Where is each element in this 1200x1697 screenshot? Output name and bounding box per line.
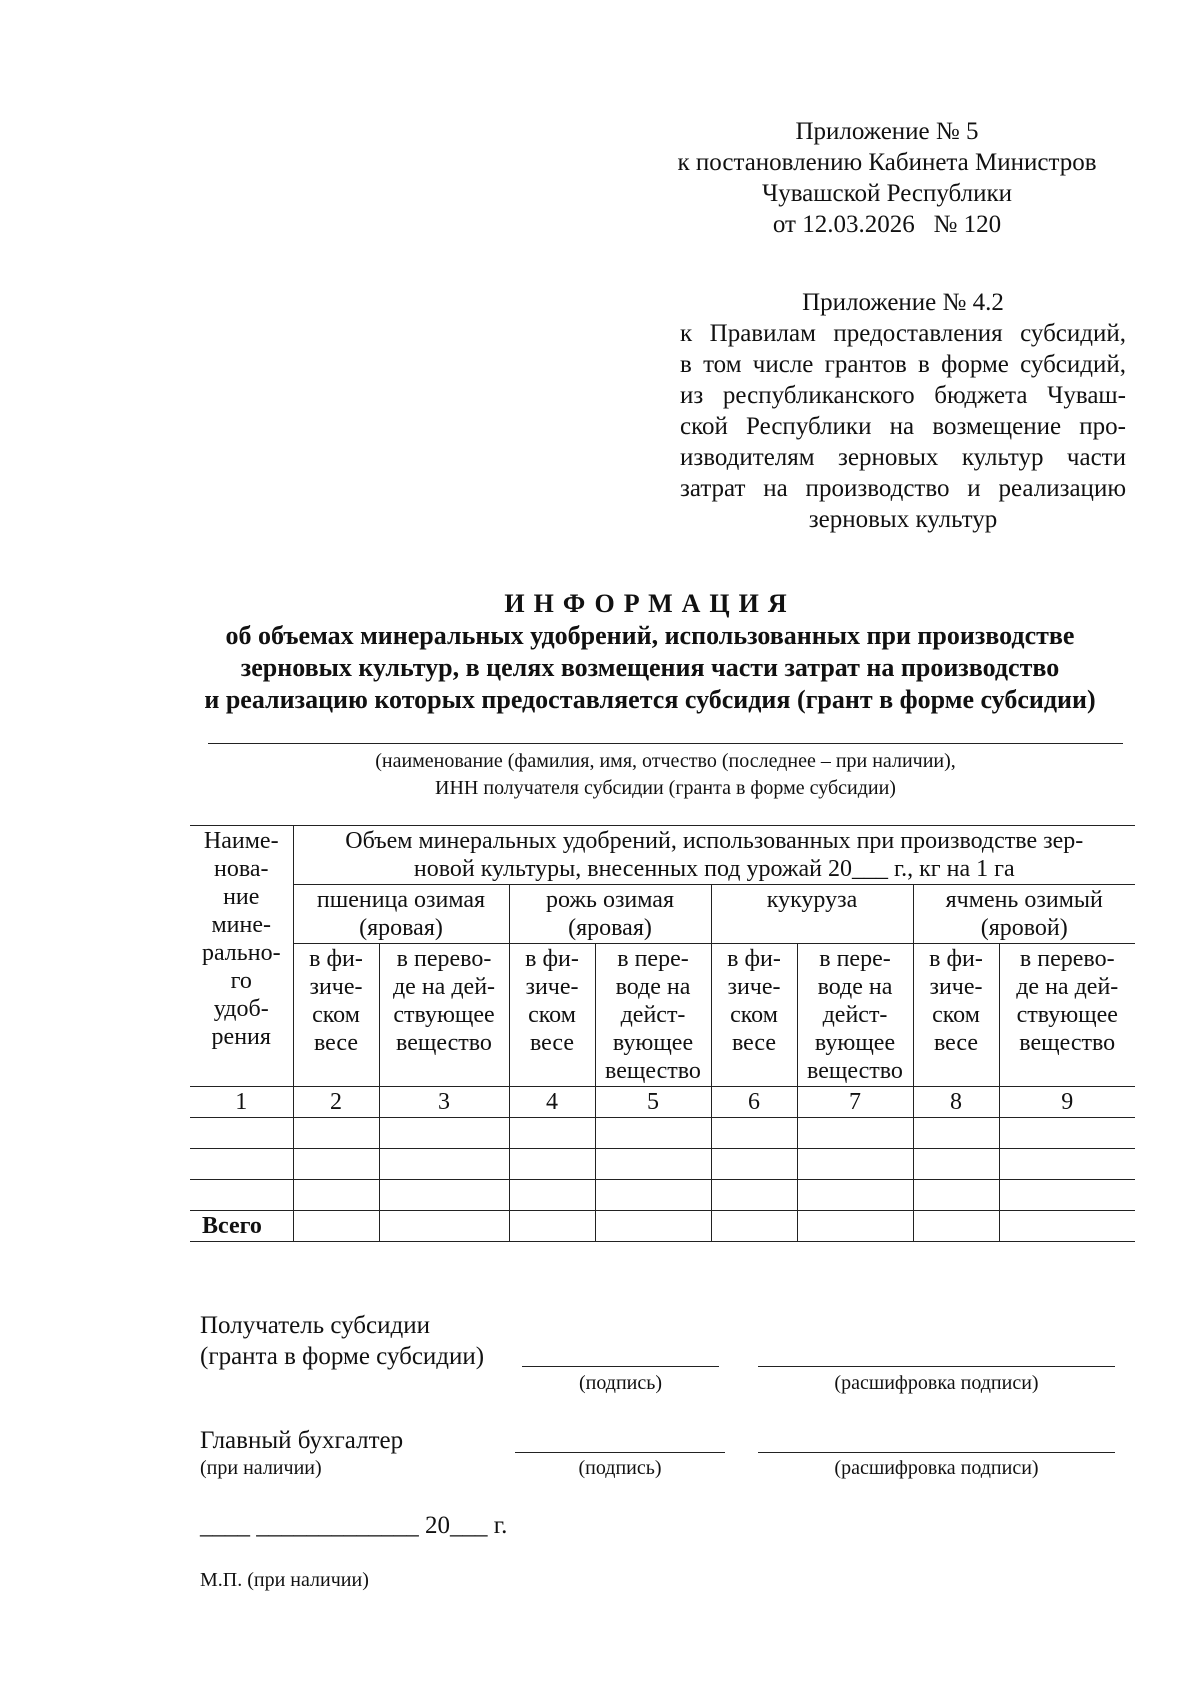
table-cell[interactable] <box>509 1180 595 1211</box>
recipient-label: Получатель субсидии (гранта в форме субсидии) <box>200 1312 485 1370</box>
table-cell[interactable] <box>379 1180 509 1211</box>
sub-header-active: в перево- де на дей- ствующее вещество <box>999 944 1135 1087</box>
signature-caption: (подпись) <box>578 1457 662 1479</box>
sub-header-physical: в фи- зиче- ском весе <box>293 944 379 1087</box>
recipient-signature-field[interactable] <box>522 1366 719 1367</box>
table-cell[interactable] <box>190 1180 293 1211</box>
accountant-decoding-field[interactable] <box>758 1452 1115 1453</box>
recipient-caption <box>208 748 1123 802</box>
table-cell[interactable] <box>293 1211 379 1242</box>
column-number-row <box>190 1087 1135 1118</box>
recipient-decoding-field[interactable] <box>758 1366 1115 1367</box>
sub-header-active: в перево- де на дей- ствующее вещество <box>379 944 509 1087</box>
appendix-4-2-line: из республиканского бюджета Чуваш- <box>680 382 1126 409</box>
table-cell[interactable] <box>293 1118 379 1149</box>
title-main: ИНФОРМАЦИЯ <box>504 589 796 618</box>
appendix-5-line: от 12.03.2026 № 120 <box>772 211 1002 238</box>
table-cell[interactable] <box>797 1211 913 1242</box>
column-number: 1 <box>190 1087 293 1118</box>
table-cell[interactable] <box>595 1149 711 1180</box>
table-cell[interactable] <box>379 1149 509 1180</box>
table-cell[interactable] <box>797 1118 913 1149</box>
crop-header-rye: рожь озимая (яровая) <box>509 885 711 944</box>
appendix-4-2-line: Приложение № 4.2 <box>802 289 1004 316</box>
appendix-4-2-line: изводителям зерновых культур части <box>680 444 1126 471</box>
appendix-4-2-header <box>680 287 1126 535</box>
table-cell[interactable] <box>509 1149 595 1180</box>
table-cell[interactable] <box>999 1211 1135 1242</box>
accountant-label: Главный бухгалтер <box>200 1427 404 1454</box>
column-number: 2 <box>293 1087 379 1118</box>
table-cell[interactable] <box>379 1118 509 1149</box>
appendix-5-header <box>652 116 1122 240</box>
crop-header-barley: ячмень озимый (яровой) <box>913 885 1135 944</box>
volume-header: Объем минеральных удобрений, использованных при производстве зер- новой культуры, внесенных под урожай 20___ г., кг на 1 га <box>293 826 1135 885</box>
total-label: Всего <box>190 1211 293 1242</box>
appendix-4-2-line: зерновых культур <box>808 506 998 533</box>
appendix-5-line: Приложение № 5 <box>795 118 979 145</box>
table-cell[interactable] <box>999 1180 1135 1211</box>
title-line: зерновых культур, в целях возмещения части затрат на производство <box>240 653 1060 682</box>
recipient-caption-line: (наименование (фамилия, имя, отчество (последнее – при наличии), <box>375 750 956 772</box>
table-row[interactable] <box>190 1149 1135 1180</box>
column-number: 7 <box>797 1087 913 1118</box>
appendix-4-2-line: ской Республики на возмещение про- <box>680 413 1126 440</box>
recipient-name-field[interactable] <box>208 743 1123 744</box>
crop-header-corn: кукуруза <box>711 885 913 944</box>
sub-header-active: в пере- воде на дейст- вующее вещество <box>595 944 711 1087</box>
sub-header-active: в пере- воде на дейст- вующее вещество <box>797 944 913 1087</box>
table-cell[interactable] <box>913 1149 999 1180</box>
signature-caption: (подпись) <box>578 1372 663 1394</box>
total-row <box>190 1211 1135 1242</box>
table-cell[interactable] <box>999 1118 1135 1149</box>
table-cell[interactable] <box>595 1211 711 1242</box>
decoding-caption: (расшифровка подписи) <box>834 1372 1039 1394</box>
table-cell[interactable] <box>190 1118 293 1149</box>
table-row[interactable] <box>190 1180 1135 1211</box>
table-cell[interactable] <box>711 1211 797 1242</box>
sub-header-physical: в фи- зиче- ском весе <box>509 944 595 1087</box>
appendix-4-2-line: в том числе грантов в форме субсидий, <box>680 351 1126 378</box>
fertilizer-table <box>190 825 1135 1242</box>
table-cell[interactable] <box>797 1149 913 1180</box>
table-cell[interactable] <box>797 1180 913 1211</box>
table-cell[interactable] <box>913 1118 999 1149</box>
table-cell[interactable] <box>711 1118 797 1149</box>
recipient-caption-line: ИНН получателя субсидии (гранта в форме субсидии) <box>435 777 896 799</box>
column-number: 8 <box>913 1087 999 1118</box>
document-title <box>170 588 1130 716</box>
appendix-5-line: к постановлению Кабинета Министров <box>677 149 1097 176</box>
table-cell[interactable] <box>379 1211 509 1242</box>
appendix-5-line: Чувашской Республики <box>761 180 1013 207</box>
table-cell[interactable] <box>293 1180 379 1211</box>
table-cell[interactable] <box>711 1149 797 1180</box>
table-cell[interactable] <box>509 1118 595 1149</box>
table-cell[interactable] <box>711 1180 797 1211</box>
column-number: 5 <box>595 1087 711 1118</box>
table-cell[interactable] <box>509 1211 595 1242</box>
stamp-note: М.П. (при наличии) <box>200 1569 369 1591</box>
column-number: 3 <box>379 1087 509 1118</box>
table-cell[interactable] <box>999 1149 1135 1180</box>
table-cell[interactable] <box>595 1118 711 1149</box>
column-number: 4 <box>509 1087 595 1118</box>
accountant-signature-field[interactable] <box>515 1452 725 1453</box>
table-cell[interactable] <box>913 1180 999 1211</box>
table-row[interactable] <box>190 1118 1135 1149</box>
column-number: 6 <box>711 1087 797 1118</box>
accountant-note: (при наличии) <box>200 1457 322 1479</box>
table-cell[interactable] <box>913 1211 999 1242</box>
appendix-4-2-line: затрат на производство и реализацию <box>680 475 1126 502</box>
decoding-caption: (расшифровка подписи) <box>834 1457 1039 1479</box>
table-cell[interactable] <box>190 1149 293 1180</box>
appendix-4-2-line: к Правилам предоставления субсидий, <box>680 320 1126 347</box>
table-cell[interactable] <box>293 1149 379 1180</box>
sub-header-physical: в фи- зиче- ском весе <box>913 944 999 1087</box>
crop-header-wheat: пшеница озимая (яровая) <box>293 885 509 944</box>
column-number: 9 <box>999 1087 1135 1118</box>
sub-header-physical: в фи- зиче- ском весе <box>711 944 797 1087</box>
fertilizer-name-header: Наиме- нова- ние мине- рально- го удоб- рения <box>190 826 293 1087</box>
title-line: об объемах минеральных удобрений, использованных при производстве <box>225 621 1075 650</box>
title-line: и реализацию которых предоставляется субсидия (грант в форме субсидии) <box>204 685 1096 714</box>
table-cell[interactable] <box>595 1180 711 1211</box>
date-field[interactable]: ____ _____________ 20___ г. <box>200 1512 508 1539</box>
